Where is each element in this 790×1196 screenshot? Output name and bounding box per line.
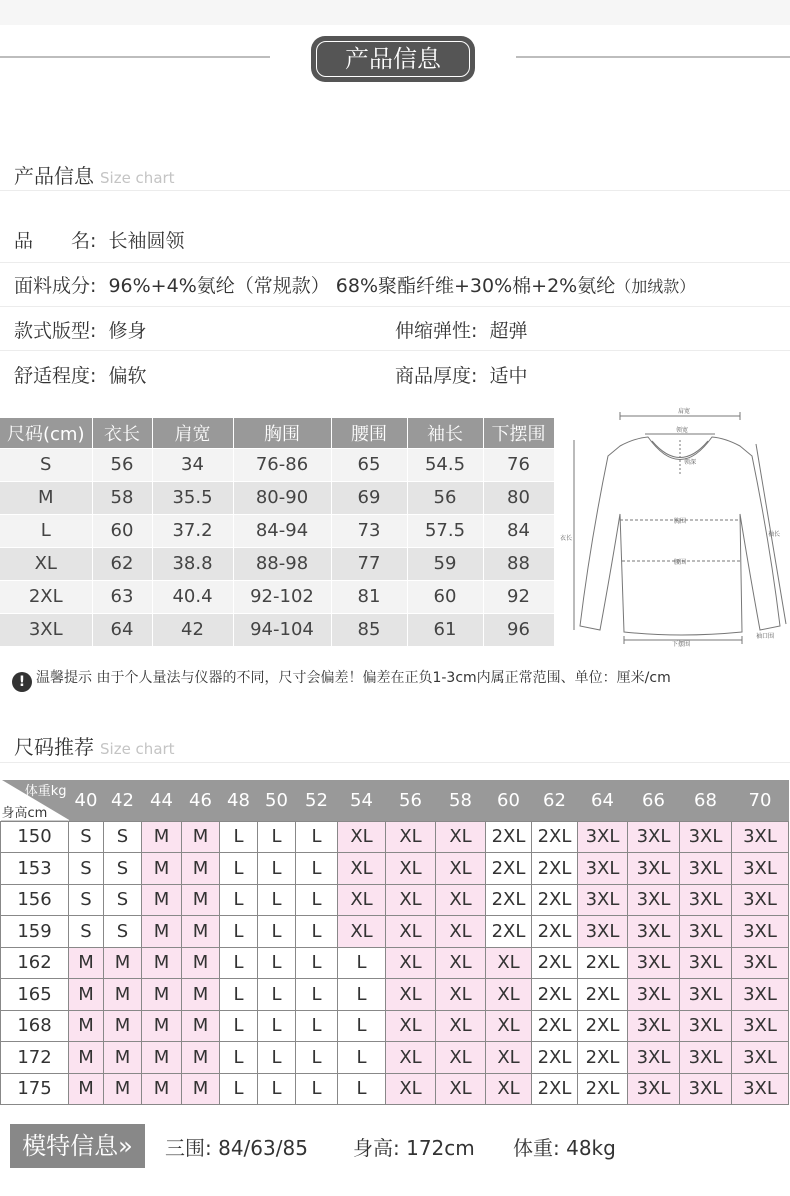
- recommended-size-cell: L: [220, 1042, 258, 1074]
- recommended-size-cell: M: [142, 947, 182, 979]
- recommended-size-cell: XL: [486, 1042, 532, 1074]
- recommended-size-cell: M: [182, 1073, 220, 1105]
- stretch-label: 伸缩弹性:: [395, 320, 478, 342]
- height-row: [1, 821, 789, 853]
- height-row: [1, 947, 789, 979]
- header-waist: 腰围: [331, 418, 407, 448]
- recommended-size-cell: L: [296, 821, 338, 853]
- size-cell: 80: [483, 481, 554, 514]
- recommended-size-cell: L: [220, 884, 258, 916]
- recommended-size-cell: L: [220, 947, 258, 979]
- recommended-size-cell: M: [182, 884, 220, 916]
- height-cell: 165: [1, 979, 69, 1011]
- banner-line-right: [516, 56, 790, 58]
- recommended-size-cell: L: [338, 1042, 386, 1074]
- recommended-size-cell: XL: [338, 821, 386, 853]
- recommended-size-cell: 2XL: [578, 947, 628, 979]
- size-cell: 60: [92, 514, 152, 547]
- height-cell: 153: [1, 853, 69, 885]
- recommended-size-cell: 3XL: [628, 1073, 680, 1105]
- size-cell: S: [0, 448, 92, 481]
- stretch-value: 超弹: [489, 320, 528, 342]
- recommended-size-cell: XL: [436, 821, 486, 853]
- row-divider: [0, 306, 790, 307]
- recommended-size-cell: M: [142, 853, 182, 885]
- recommended-size-cell: XL: [386, 916, 436, 948]
- size-table: [0, 418, 555, 646]
- recommended-size-cell: L: [220, 1010, 258, 1042]
- size-cell: 40.4: [152, 580, 233, 613]
- recommended-size-cell: XL: [486, 947, 532, 979]
- thickness-row: [395, 361, 527, 388]
- fabric-value: 96%+4%氨纶（常规款） 68%聚酯纤维+30%棉+2%氨纶: [108, 275, 616, 297]
- size-cell: 94-104: [233, 613, 331, 646]
- recommended-size-cell: L: [258, 1073, 296, 1105]
- height-row: [1, 853, 789, 885]
- size-cell: 96: [483, 613, 554, 646]
- size-row: [0, 448, 554, 481]
- row-divider: [0, 350, 790, 351]
- recommended-size-cell: M: [69, 1042, 104, 1074]
- header-sleeve: 袖长: [407, 418, 483, 448]
- recommended-size-cell: 3XL: [680, 1010, 732, 1042]
- size-cell: L: [0, 514, 92, 547]
- size-cell: 84-94: [233, 514, 331, 547]
- top-strip: [0, 0, 790, 25]
- recommended-size-cell: XL: [436, 979, 486, 1011]
- size-cell: 35.5: [152, 481, 233, 514]
- recommended-size-cell: L: [296, 853, 338, 885]
- size-recommend-heading: [14, 731, 175, 760]
- recommended-size-cell: 3XL: [732, 821, 789, 853]
- recommended-size-cell: M: [104, 1010, 142, 1042]
- recommended-size-cell: XL: [436, 916, 486, 948]
- recommended-size-cell: XL: [386, 884, 436, 916]
- size-cell: 92-102: [233, 580, 331, 613]
- table-corner-cell: [1, 780, 69, 821]
- recommended-size-cell: M: [142, 1010, 182, 1042]
- size-cell: 76-86: [233, 448, 331, 481]
- recommended-size-cell: M: [182, 947, 220, 979]
- size-cell: 37.2: [152, 514, 233, 547]
- recommended-size-cell: 3XL: [578, 884, 628, 916]
- recommended-size-cell: M: [104, 947, 142, 979]
- size-cell: 84: [483, 514, 554, 547]
- size-cell: 73: [331, 514, 407, 547]
- size-cell: 56: [92, 448, 152, 481]
- recommended-size-cell: 2XL: [532, 821, 578, 853]
- weight-header: 52: [296, 780, 338, 821]
- recommended-size-cell: M: [142, 1073, 182, 1105]
- recommended-size-cell: 3XL: [732, 947, 789, 979]
- section-divider: [0, 190, 790, 191]
- recommended-size-cell: S: [69, 853, 104, 885]
- recommended-size-cell: 2XL: [486, 916, 532, 948]
- size-cell: 2XL: [0, 580, 92, 613]
- recommended-size-cell: XL: [386, 947, 436, 979]
- recommended-size-cell: 3XL: [628, 821, 680, 853]
- banner-title: 产品信息: [316, 41, 470, 77]
- size-cell: 64: [92, 613, 152, 646]
- recommended-size-cell: 3XL: [732, 884, 789, 916]
- comfort-value: 偏软: [108, 365, 147, 387]
- weight-header: 58: [436, 780, 486, 821]
- size-cell: 69: [331, 481, 407, 514]
- recommended-size-cell: L: [296, 884, 338, 916]
- size-table-header: [0, 418, 554, 448]
- size-cell: 76: [483, 448, 554, 481]
- header-size: 尺码(cm): [0, 418, 92, 448]
- recommended-size-cell: L: [338, 947, 386, 979]
- recommended-size-cell: L: [220, 1073, 258, 1105]
- recommended-size-cell: XL: [386, 1073, 436, 1105]
- recommended-size-cell: M: [142, 916, 182, 948]
- shirt-outline: [580, 437, 780, 635]
- size-cell: 85: [331, 613, 407, 646]
- size-cell: 56: [407, 481, 483, 514]
- recommended-size-cell: M: [104, 979, 142, 1011]
- weight-header: 68: [680, 780, 732, 821]
- recommended-size-cell: XL: [386, 1042, 436, 1074]
- recommended-size-cell: M: [182, 1010, 220, 1042]
- recommended-size-cell: L: [258, 853, 296, 885]
- size-cell: 88: [483, 547, 554, 580]
- size-cell: 42: [152, 613, 233, 646]
- recommended-size-cell: M: [142, 1042, 182, 1074]
- recommended-size-cell: 3XL: [732, 853, 789, 885]
- recommended-size-cell: S: [69, 821, 104, 853]
- recommended-size-cell: 3XL: [680, 947, 732, 979]
- recommended-size-cell: 3XL: [732, 1042, 789, 1074]
- recommended-size-cell: S: [104, 884, 142, 916]
- recommended-size-cell: 2XL: [578, 979, 628, 1011]
- size-row: [0, 580, 554, 613]
- thickness-label: 商品厚度:: [395, 365, 478, 387]
- recommended-size-cell: 3XL: [680, 979, 732, 1011]
- recommended-size-cell: 3XL: [578, 853, 628, 885]
- recommended-size-cell: L: [258, 979, 296, 1011]
- sleeve-label: 袖长: [768, 531, 781, 538]
- size-cell: 88-98: [233, 547, 331, 580]
- size-cell: 81: [331, 580, 407, 613]
- height-row: [1, 1073, 789, 1105]
- product-name-row: [14, 226, 184, 253]
- recommended-size-cell: 3XL: [628, 947, 680, 979]
- recommended-size-cell: L: [220, 979, 258, 1011]
- recommended-size-cell: 2XL: [486, 884, 532, 916]
- recommended-size-cell: XL: [436, 947, 486, 979]
- recommended-size-cell: 2XL: [532, 1073, 578, 1105]
- recommended-size-cell: M: [182, 916, 220, 948]
- recommended-size-cell: 2XL: [532, 947, 578, 979]
- recommended-size-cell: M: [69, 1010, 104, 1042]
- model-weight: 体重: 48kg: [513, 1136, 616, 1160]
- height-cell: 156: [1, 884, 69, 916]
- recommended-size-cell: M: [182, 821, 220, 853]
- recommended-size-cell: 2XL: [486, 853, 532, 885]
- recommended-size-cell: L: [258, 884, 296, 916]
- section-title: 产品信息: [14, 164, 94, 188]
- section-divider: [0, 762, 790, 763]
- recommended-size-cell: M: [182, 1042, 220, 1074]
- height-cell: 150: [1, 821, 69, 853]
- recommended-size-cell: 3XL: [680, 1073, 732, 1105]
- fabric-note: （加绒款）: [615, 277, 696, 296]
- recommended-size-cell: XL: [386, 853, 436, 885]
- height-cell: 168: [1, 1010, 69, 1042]
- recommended-size-cell: L: [258, 916, 296, 948]
- neck-width-label: 领宽: [676, 427, 689, 434]
- fabric-label: 面料成分:: [14, 275, 97, 297]
- weight-header: 66: [628, 780, 680, 821]
- recommended-size-cell: 3XL: [628, 1010, 680, 1042]
- recommended-size-cell: XL: [436, 1073, 486, 1105]
- recommended-size-cell: XL: [436, 884, 486, 916]
- row-divider: [0, 262, 790, 263]
- recommended-size-cell: 3XL: [628, 853, 680, 885]
- weight-axis-label: 体重kg: [24, 784, 67, 799]
- notice-text: 温馨提示 由于个人量法与仪器的不同，尺寸会偏差！偏差在正负1-3cm内属正常范围、单位：厘米/cm: [36, 670, 671, 686]
- recommended-size-cell: M: [104, 1042, 142, 1074]
- recommended-size-cell: L: [296, 1010, 338, 1042]
- weight-header: 42: [104, 780, 142, 821]
- weight-header: 50: [258, 780, 296, 821]
- product-info-heading: [14, 160, 175, 189]
- size-cell: 92: [483, 580, 554, 613]
- recommended-size-cell: L: [220, 853, 258, 885]
- recommended-size-cell: XL: [436, 1042, 486, 1074]
- recommended-size-cell: M: [69, 947, 104, 979]
- size-row: [0, 613, 554, 646]
- recommended-size-cell: 3XL: [578, 821, 628, 853]
- recommended-size-cell: 3XL: [680, 1042, 732, 1074]
- model-measurements: 三围: 84/63/85: [165, 1136, 308, 1160]
- weight-header: 60: [486, 780, 532, 821]
- size-cell: 3XL: [0, 613, 92, 646]
- height-row: [1, 979, 789, 1011]
- fit-row: [14, 316, 146, 343]
- recommended-size-cell: L: [296, 979, 338, 1011]
- chest-label: 胸围: [674, 518, 687, 525]
- stretch-row: [395, 316, 527, 343]
- section-subtitle: Size chart: [100, 169, 175, 187]
- banner-line-left: [0, 56, 270, 58]
- weight-header: 62: [532, 780, 578, 821]
- cuff-label: 袖口围: [756, 633, 775, 640]
- recommended-size-cell: L: [296, 1073, 338, 1105]
- section-banner: [311, 36, 475, 82]
- header-length: 衣长: [92, 418, 152, 448]
- recommended-size-cell: 2XL: [578, 1073, 628, 1105]
- recommended-size-cell: 3XL: [680, 853, 732, 885]
- name-label: 品 名:: [14, 230, 97, 252]
- size-cell: 34: [152, 448, 233, 481]
- fit-label: 款式版型:: [14, 320, 97, 342]
- section-title: 尺码推荐: [14, 735, 94, 759]
- waist-label: 腰围: [674, 559, 687, 566]
- recommended-size-cell: 3XL: [628, 916, 680, 948]
- recommended-size-cell: L: [258, 1010, 296, 1042]
- recommended-size-cell: 3XL: [680, 916, 732, 948]
- size-row: [0, 514, 554, 547]
- thickness-value: 适中: [489, 365, 528, 387]
- recommended-size-cell: 2XL: [578, 1042, 628, 1074]
- recommended-size-cell: 2XL: [532, 916, 578, 948]
- model-height: 身高: 172cm: [353, 1136, 475, 1160]
- recommended-size-cell: 3XL: [732, 1010, 789, 1042]
- size-notice: [12, 667, 671, 692]
- size-cell: 80-90: [233, 481, 331, 514]
- size-cell: 38.8: [152, 547, 233, 580]
- recommended-size-cell: M: [69, 1073, 104, 1105]
- recommended-size-cell: 3XL: [680, 821, 732, 853]
- weight-header: 46: [182, 780, 220, 821]
- neck-depth-label: 领深: [684, 459, 697, 466]
- recommended-size-cell: 3XL: [628, 1042, 680, 1074]
- size-cell: 58: [92, 481, 152, 514]
- section-subtitle: Size chart: [100, 740, 175, 758]
- height-cell: 175: [1, 1073, 69, 1105]
- size-recommendation-table: [0, 780, 789, 1105]
- size-cell: 62: [92, 547, 152, 580]
- recommended-size-cell: XL: [486, 1073, 532, 1105]
- recommended-size-cell: 3XL: [628, 884, 680, 916]
- recommended-size-cell: L: [220, 821, 258, 853]
- recommended-size-cell: 3XL: [732, 1073, 789, 1105]
- recommended-size-cell: S: [69, 916, 104, 948]
- recommended-size-cell: S: [69, 884, 104, 916]
- recommended-size-cell: L: [258, 1042, 296, 1074]
- header-hem: 下摆围: [483, 418, 554, 448]
- header-chest: 胸围: [233, 418, 331, 448]
- fabric-row: [14, 271, 695, 298]
- size-row: [0, 481, 554, 514]
- recommended-size-cell: 3XL: [732, 916, 789, 948]
- garment-diagram: [560, 404, 790, 650]
- recommended-size-cell: XL: [486, 979, 532, 1011]
- recommended-size-cell: S: [104, 916, 142, 948]
- recommended-size-cell: XL: [338, 916, 386, 948]
- recommended-size-cell: 2XL: [532, 853, 578, 885]
- recommended-size-cell: M: [69, 979, 104, 1011]
- weight-header: 44: [142, 780, 182, 821]
- warning-icon: !: [12, 672, 32, 692]
- recommended-size-cell: M: [182, 979, 220, 1011]
- recommended-size-cell: M: [182, 853, 220, 885]
- recommended-size-cell: S: [104, 821, 142, 853]
- size-cell: XL: [0, 547, 92, 580]
- shoulder-label: 肩宽: [678, 408, 691, 415]
- recommended-size-cell: 3XL: [732, 979, 789, 1011]
- recommended-size-cell: 2XL: [532, 884, 578, 916]
- weight-header: 56: [386, 780, 436, 821]
- height-row: [1, 884, 789, 916]
- recommended-size-cell: M: [142, 979, 182, 1011]
- recommended-size-cell: 2XL: [532, 1042, 578, 1074]
- recommended-size-cell: XL: [386, 1010, 436, 1042]
- recommended-size-cell: M: [104, 1073, 142, 1105]
- size-cell: 63: [92, 580, 152, 613]
- recommended-size-cell: L: [296, 1042, 338, 1074]
- recommended-size-cell: L: [258, 821, 296, 853]
- height-cell: 172: [1, 1042, 69, 1074]
- recommended-size-cell: S: [104, 853, 142, 885]
- weight-header-row: [1, 780, 789, 821]
- recommended-size-cell: XL: [338, 853, 386, 885]
- name-value: 长袖圆领: [108, 230, 185, 252]
- recommended-size-cell: L: [338, 1073, 386, 1105]
- weight-header: 64: [578, 780, 628, 821]
- recommended-size-cell: M: [142, 821, 182, 853]
- height-axis-label: 身高cm: [1, 805, 48, 821]
- recommended-size-cell: L: [296, 947, 338, 979]
- recommended-size-cell: 3XL: [680, 884, 732, 916]
- header-shoulder: 肩宽: [152, 418, 233, 448]
- recommended-size-cell: L: [338, 1010, 386, 1042]
- recommended-size-cell: 2XL: [532, 979, 578, 1011]
- recommended-size-cell: XL: [386, 821, 436, 853]
- size-cell: 54.5: [407, 448, 483, 481]
- size-cell: 59: [407, 547, 483, 580]
- comfort-row: [14, 361, 146, 388]
- recommended-size-cell: XL: [386, 979, 436, 1011]
- weight-header: 54: [338, 780, 386, 821]
- recommended-size-cell: 3XL: [578, 916, 628, 948]
- recommended-size-cell: L: [220, 916, 258, 948]
- size-cell: 60: [407, 580, 483, 613]
- weight-header: 40: [69, 780, 104, 821]
- weight-header: 70: [732, 780, 789, 821]
- recommended-size-cell: XL: [338, 884, 386, 916]
- size-cell: 57.5: [407, 514, 483, 547]
- length-label: 衣长: [560, 535, 573, 542]
- size-cell: M: [0, 481, 92, 514]
- size-cell: 77: [331, 547, 407, 580]
- hem-label: 下摆围: [672, 641, 691, 648]
- recommended-size-cell: 2XL: [578, 1010, 628, 1042]
- recommended-size-cell: L: [338, 979, 386, 1011]
- size-cell: 65: [331, 448, 407, 481]
- recommended-size-cell: XL: [486, 1010, 532, 1042]
- recommended-size-cell: 3XL: [628, 979, 680, 1011]
- model-info-tag: 模特信息»: [10, 1124, 145, 1168]
- height-row: [1, 916, 789, 948]
- size-row: [0, 547, 554, 580]
- recommended-size-cell: XL: [436, 853, 486, 885]
- fit-value: 修身: [108, 320, 147, 342]
- recommended-size-cell: M: [142, 884, 182, 916]
- height-row: [1, 1042, 789, 1074]
- recommended-size-cell: 2XL: [532, 1010, 578, 1042]
- weight-header: 48: [220, 780, 258, 821]
- recommended-size-cell: 2XL: [486, 821, 532, 853]
- height-cell: 159: [1, 916, 69, 948]
- height-row: [1, 1010, 789, 1042]
- comfort-label: 舒适程度:: [14, 365, 97, 387]
- recommended-size-cell: L: [258, 947, 296, 979]
- height-cell: 162: [1, 947, 69, 979]
- recommended-size-cell: XL: [436, 1010, 486, 1042]
- recommended-size-cell: L: [296, 916, 338, 948]
- size-cell: 61: [407, 613, 483, 646]
